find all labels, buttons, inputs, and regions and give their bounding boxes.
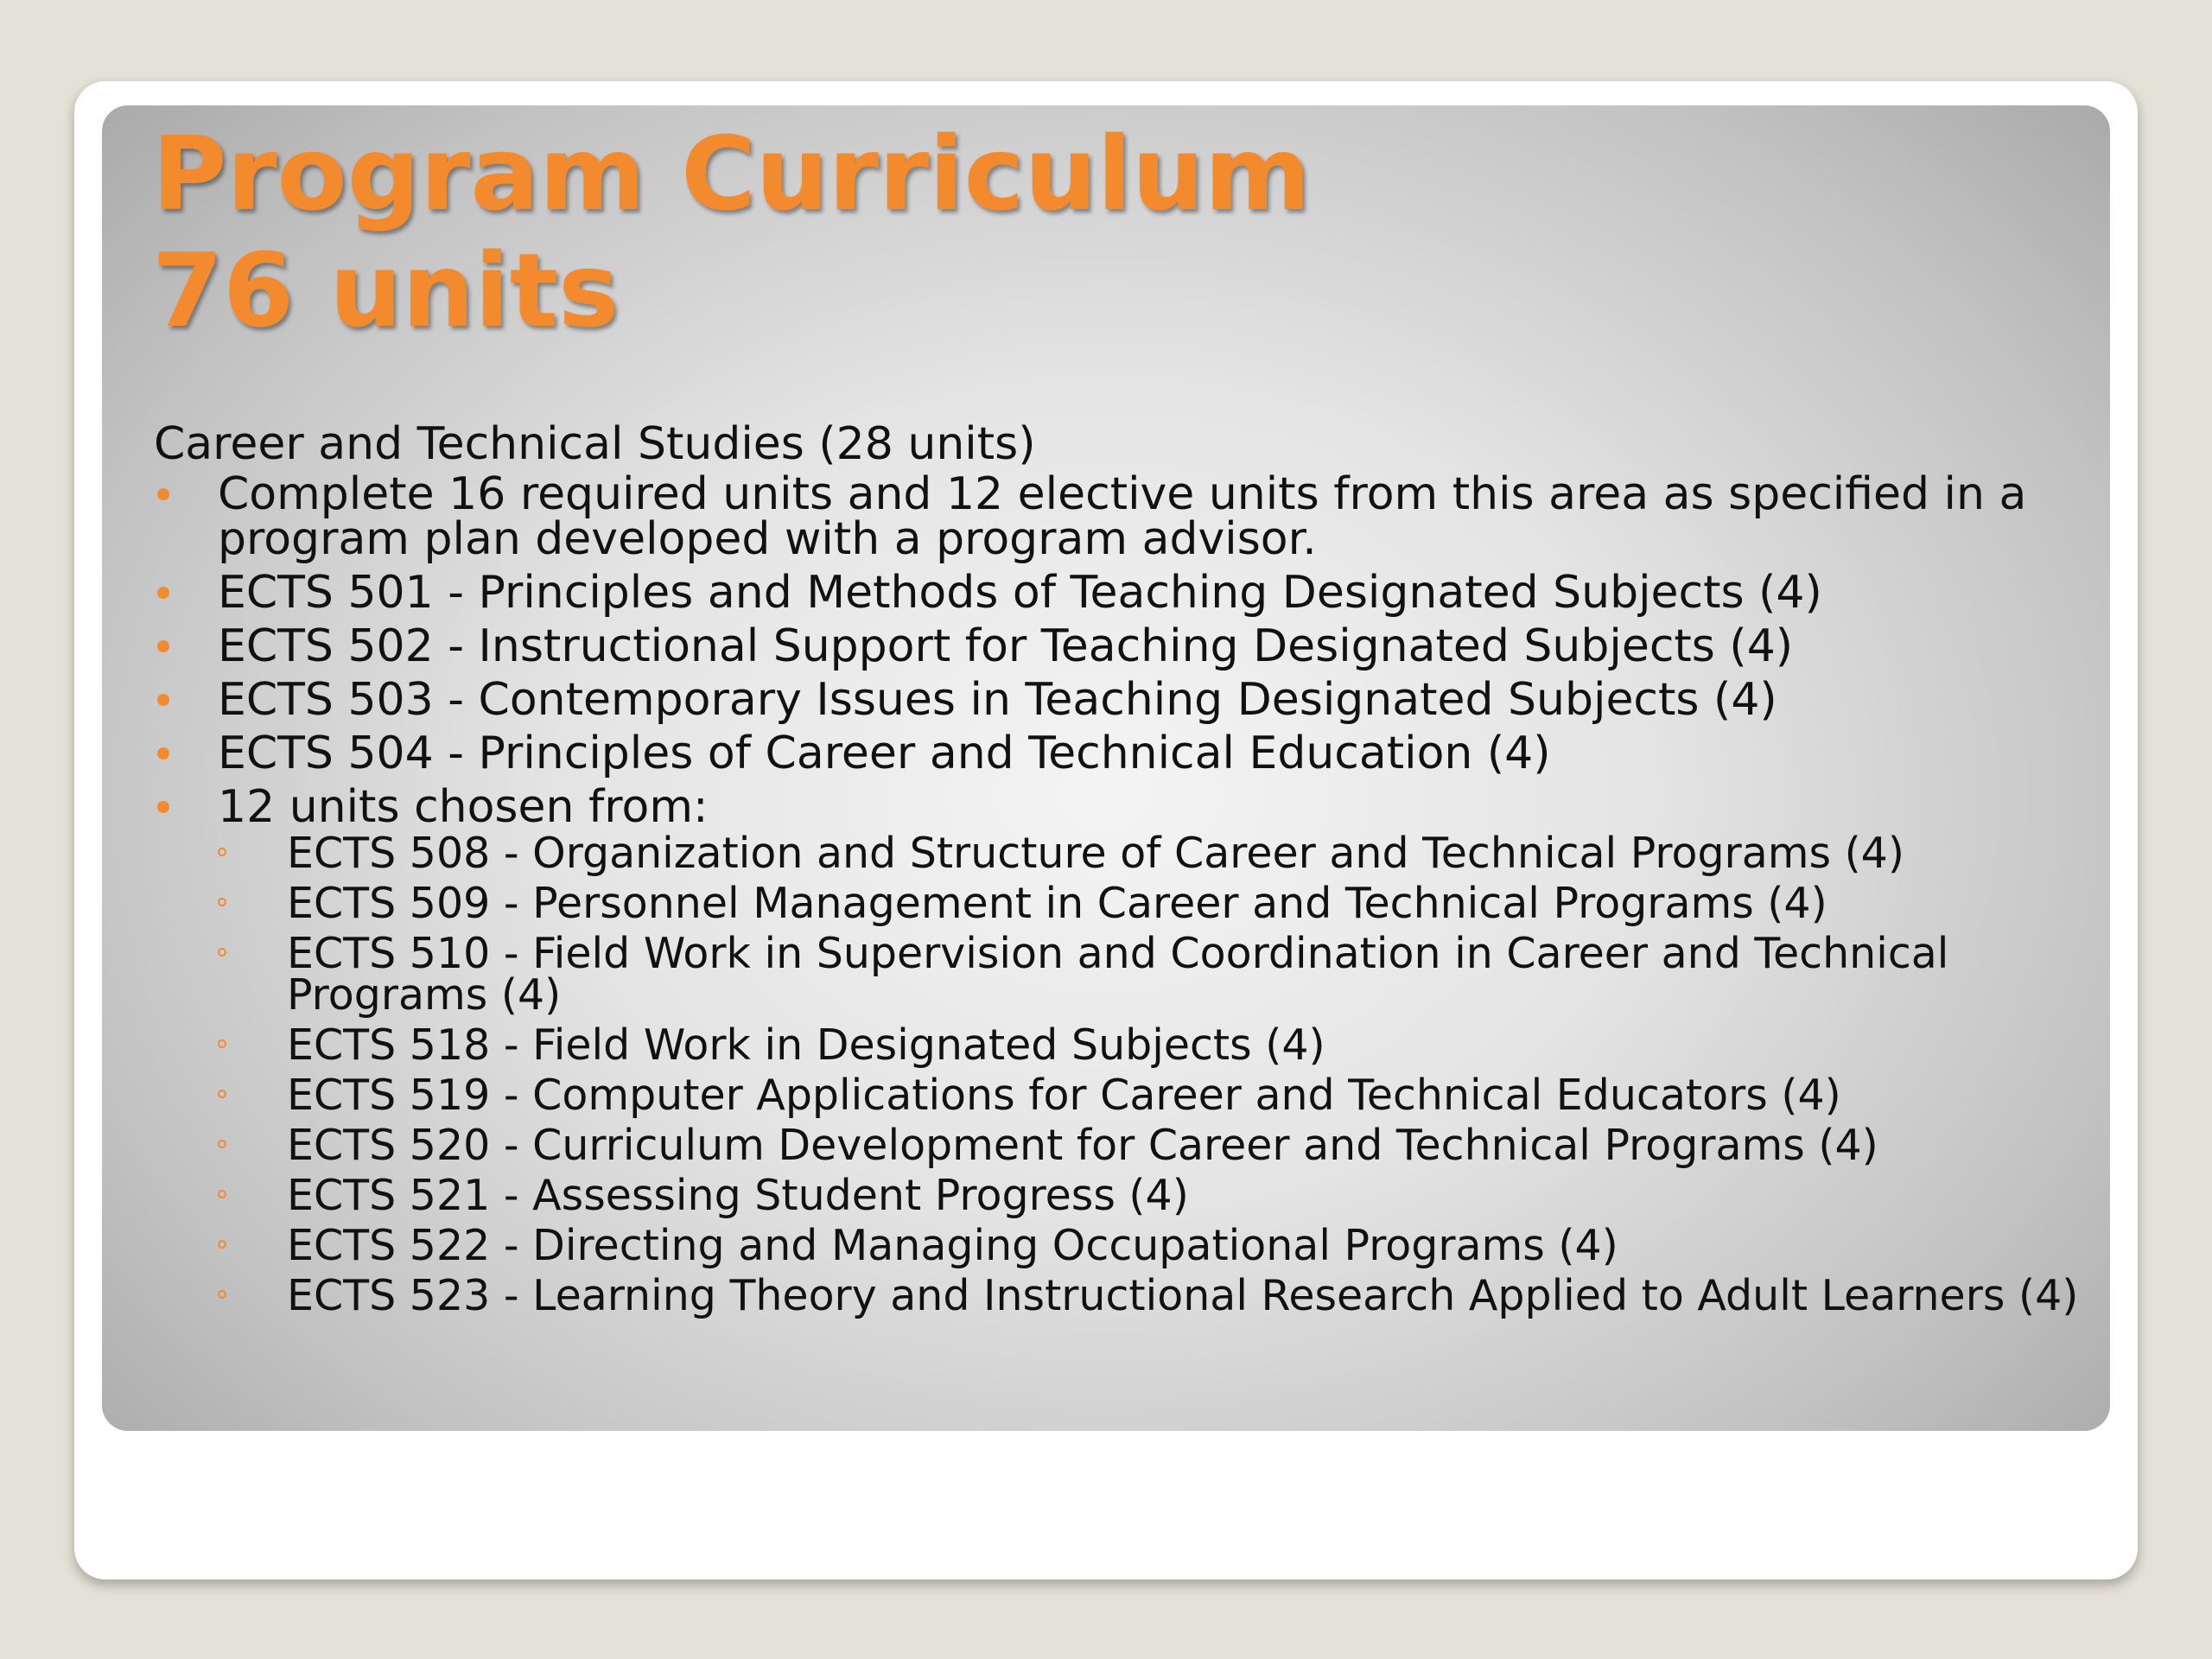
list-item (154, 728, 2081, 779)
list-item-text: 12 units chosen from: (218, 781, 709, 833)
sub-list-item-text: ECTS 518 - Field Work in Designated Subjects (4) (287, 1020, 1325, 1070)
bullet-dot-icon (157, 747, 169, 760)
sub-list-item (218, 929, 2081, 1020)
list-item (154, 567, 2081, 619)
sub-bullet-list (154, 829, 2081, 1320)
sub-list-item (218, 1121, 2081, 1170)
list-item-text: ECTS 502 - Instructional Support for Teaching Designated Subjects (4) (218, 620, 1794, 672)
bullet-dot-icon (157, 694, 169, 706)
list-item (154, 620, 2081, 672)
slide-title-line-1: Program Curriculum (152, 114, 1311, 233)
sub-list-item-text: ECTS 519 - Computer Applications for Career and Technical Educators (4) (287, 1071, 1841, 1120)
bullet-dot-icon (157, 488, 169, 500)
slide-title (152, 116, 1311, 349)
ring-bullet-icon (218, 1140, 226, 1148)
list-item (154, 468, 2081, 565)
sub-list-item (218, 1271, 2081, 1320)
sub-list-item (218, 1071, 2081, 1120)
sub-list-item (218, 829, 2081, 878)
ring-bullet-icon (218, 1039, 226, 1048)
ring-bullet-icon (218, 1290, 226, 1299)
sub-list-item (218, 1221, 2081, 1270)
ring-bullet-icon (218, 1240, 226, 1249)
list-item (154, 781, 2081, 1320)
sub-list-item-text: ECTS 522 - Directing and Managing Occupational Programs (4) (287, 1221, 1618, 1270)
sub-list-item-text: ECTS 509 - Personnel Management in Career and Technical Programs (4) (287, 879, 1827, 928)
sub-list-item (218, 1020, 2081, 1070)
sub-list-item-text: ECTS 520 - Curriculum Development for Career and Technical Programs (4) (287, 1121, 1878, 1170)
bullet-dot-icon (157, 801, 169, 813)
bullet-dot-icon (157, 587, 169, 599)
sub-list-item (218, 879, 2081, 928)
sub-list-item-text: ECTS 510 - Field Work in Supervision and Coordination in Career and Technical Programs (4) (287, 929, 1949, 1020)
section-heading: Career and Technical Studies (28 units) (154, 418, 1036, 470)
list-item-text: ECTS 501 - Principles and Methods of Teaching Designated Subjects (4) (218, 567, 1822, 619)
slide-title-line-2: 76 units (152, 231, 620, 350)
ring-bullet-icon (218, 948, 226, 957)
ring-bullet-icon (218, 848, 226, 856)
sub-list-item (218, 1171, 2081, 1220)
list-item-text: ECTS 504 - Principles of Career and Technical Education (4) (218, 728, 1551, 779)
ring-bullet-icon (218, 898, 226, 906)
sub-list-item-text: ECTS 508 - Organization and Structure of Career and Technical Programs (4) (287, 829, 1904, 878)
bullet-list (154, 468, 2081, 1320)
slide-content-panel (102, 105, 2110, 1431)
list-item-text: ECTS 503 - Contemporary Issues in Teaching Designated Subjects (4) (218, 674, 1777, 726)
ring-bullet-icon (218, 1190, 226, 1198)
ring-bullet-icon (218, 1090, 226, 1098)
list-item (154, 674, 2081, 726)
slide-body (154, 418, 2081, 1325)
bullet-dot-icon (157, 640, 169, 652)
list-item-text: Complete 16 required units and 12 elective units from this area as specified in a program plan developed with a program advisor. (218, 468, 2027, 565)
sub-list-item-text: ECTS 521 - Assessing Student Progress (4) (287, 1171, 1189, 1220)
sub-list-item-text: ECTS 523 - Learning Theory and Instructional Research Applied to Adult Learners (4) (287, 1271, 2079, 1320)
